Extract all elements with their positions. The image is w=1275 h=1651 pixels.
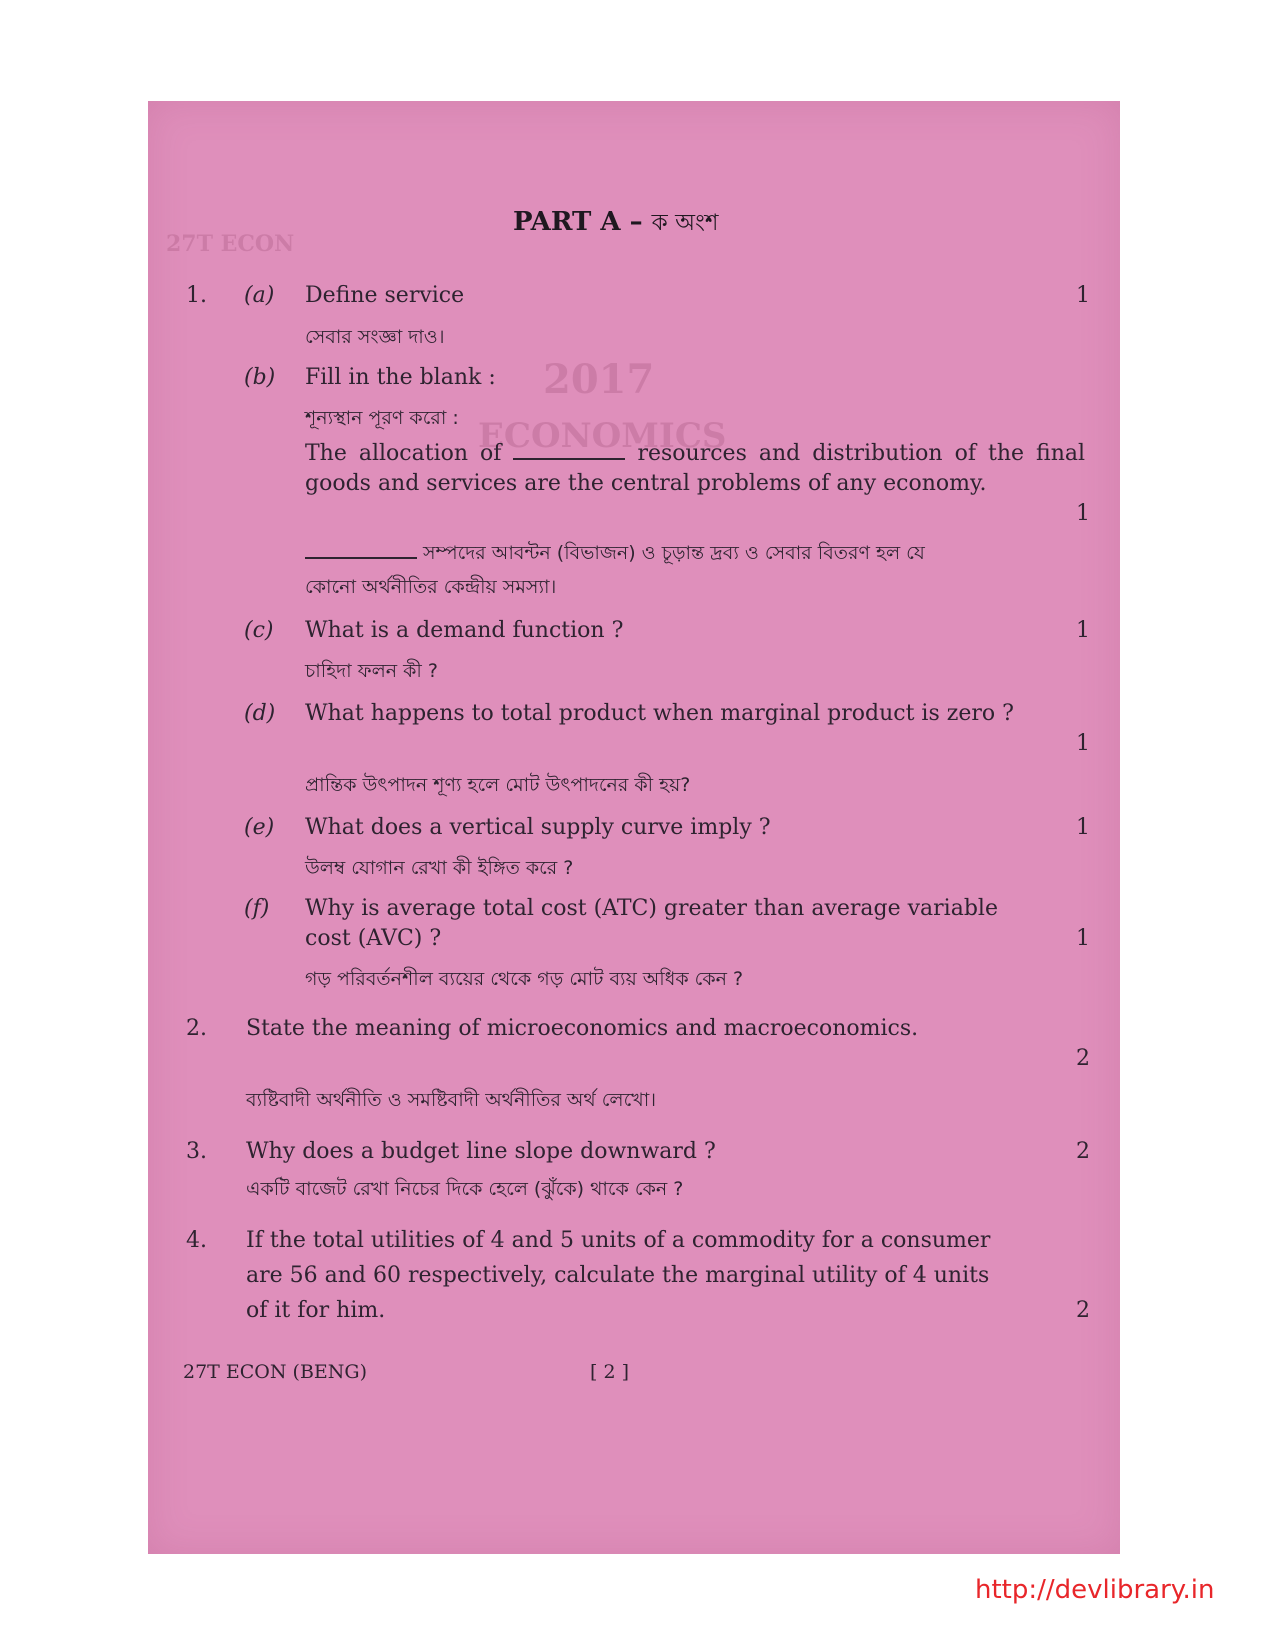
subquestion-f-text-line-1: Why is average total cost (ATC) greater than average variable <box>305 896 998 921</box>
part-title <box>513 204 719 243</box>
question-number-2: 2. <box>186 1016 207 1041</box>
subquestion-label-a: (a) <box>244 283 275 308</box>
question-4-text-line-1: If the total utilities of 4 and 5 units of a commodity for a consumer <box>246 1228 991 1253</box>
subquestion-label-f: (f) <box>244 896 270 921</box>
subquestion-a-marks: 1 <box>1076 283 1090 308</box>
bleed-through-year: 2017 <box>543 356 655 403</box>
subquestion-d-bengali: প্রান্তিক উৎপাদন শূণ্য হলে মোট উৎপাদনের কী হয়? <box>305 774 691 796</box>
question-2-text: State the meaning of microeconomics and macroeconomics. <box>246 1016 919 1041</box>
subquestion-a-bengali: সেবার সংজ্ঞা দাও। <box>305 326 445 348</box>
part-title-en: PART A – <box>513 207 643 237</box>
fill-in-blank <box>513 440 625 460</box>
part-title-bn: ক অংশ <box>651 210 719 236</box>
question-2-marks: 2 <box>1076 1046 1090 1071</box>
subquestion-c-bengali: চাহিদা ফলন কী ? <box>305 660 438 682</box>
exam-page <box>148 101 1120 1554</box>
paper-code: 27T ECON (BENG) <box>183 1361 367 1383</box>
subquestion-e-bengali: উলম্ব যোগান রেখা কী ইঙ্গিত করে ? <box>305 857 574 879</box>
subquestion-d-text: What happens to total product when marginal product is zero ? <box>305 701 1014 726</box>
question-number-4: 4. <box>186 1228 207 1253</box>
subquestion-c-text: What is a demand function ? <box>305 618 624 643</box>
subquestion-c-marks: 1 <box>1076 618 1090 643</box>
subquestion-b-bengali-sentence-1 <box>305 538 1085 568</box>
bleed-through-subject: ECONOMICS <box>478 416 727 456</box>
subquestion-b-bengali-sentence-2: কোনো অর্থনীতির কেন্দ্রীয় সমস্যা। <box>305 576 557 598</box>
question-4-marks: 2 <box>1076 1298 1090 1323</box>
subquestion-f-bengali: গড় পরিবর্তনশীল ব্যয়ের থেকে গড় মোট ব্যয় অধিক কেন ? <box>305 968 744 990</box>
subquestion-f-text-line-2: cost (AVC) ? <box>305 926 442 951</box>
question-3-marks: 2 <box>1076 1139 1090 1164</box>
subquestion-b-sentence <box>305 439 1085 499</box>
subquestion-label-e: (e) <box>244 815 275 840</box>
sentence-before-blank: The allocation of <box>305 441 502 466</box>
subquestion-b-marks: 1 <box>1076 501 1090 526</box>
bengali-sentence-line-1: সম্পদের আবন্টন (বিভাজন) ও চূড়ান্ত দ্রব্য ও সেবার বিতরণ হল যে <box>423 542 925 564</box>
question-number-1: 1. <box>186 283 207 308</box>
subquestion-label-b: (b) <box>244 365 276 390</box>
bleed-through-code: 27T ECON <box>166 231 295 257</box>
subquestion-label-c: (c) <box>244 618 274 643</box>
question-2-bengali: ব্যষ্টিবাদী অর্থনীতি ও সমষ্টিবাদী অর্থনীতির অর্থ লেখো। <box>246 1089 657 1111</box>
question-4-text-line-3: of it for him. <box>246 1298 386 1323</box>
subquestion-label-d: (d) <box>244 701 276 726</box>
question-3-text: Why does a budget line slope downward ? <box>246 1139 716 1164</box>
subquestion-f-marks: 1 <box>1076 926 1090 951</box>
subquestion-d-marks: 1 <box>1076 731 1090 756</box>
source-link[interactable]: http://devlibrary.in <box>975 1575 1215 1605</box>
page-number: [ 2 ] <box>590 1361 629 1383</box>
sentence-after-blank: resources and distribution of the final goods and services are the central problems of any economy. <box>305 441 1086 496</box>
question-number-3: 3. <box>186 1139 207 1164</box>
question-3-bengali: একটি বাজেট রেখা নিচের দিকে হেলে (ঝুঁকে) থাকে কেন ? <box>246 1178 684 1200</box>
subquestion-e-marks: 1 <box>1076 815 1090 840</box>
subquestion-e-text: What does a vertical supply curve imply ? <box>305 815 771 840</box>
subquestion-b-bengali: শূন্যস্থান পূরণ করো : <box>305 407 459 429</box>
subquestion-a-text: Define service <box>305 283 465 308</box>
subquestion-b-text: Fill in the blank : <box>305 365 496 390</box>
question-4-text-line-2: are 56 and 60 respectively, calculate the marginal utility of 4 units <box>246 1263 990 1288</box>
fill-in-blank-bengali <box>305 539 417 559</box>
